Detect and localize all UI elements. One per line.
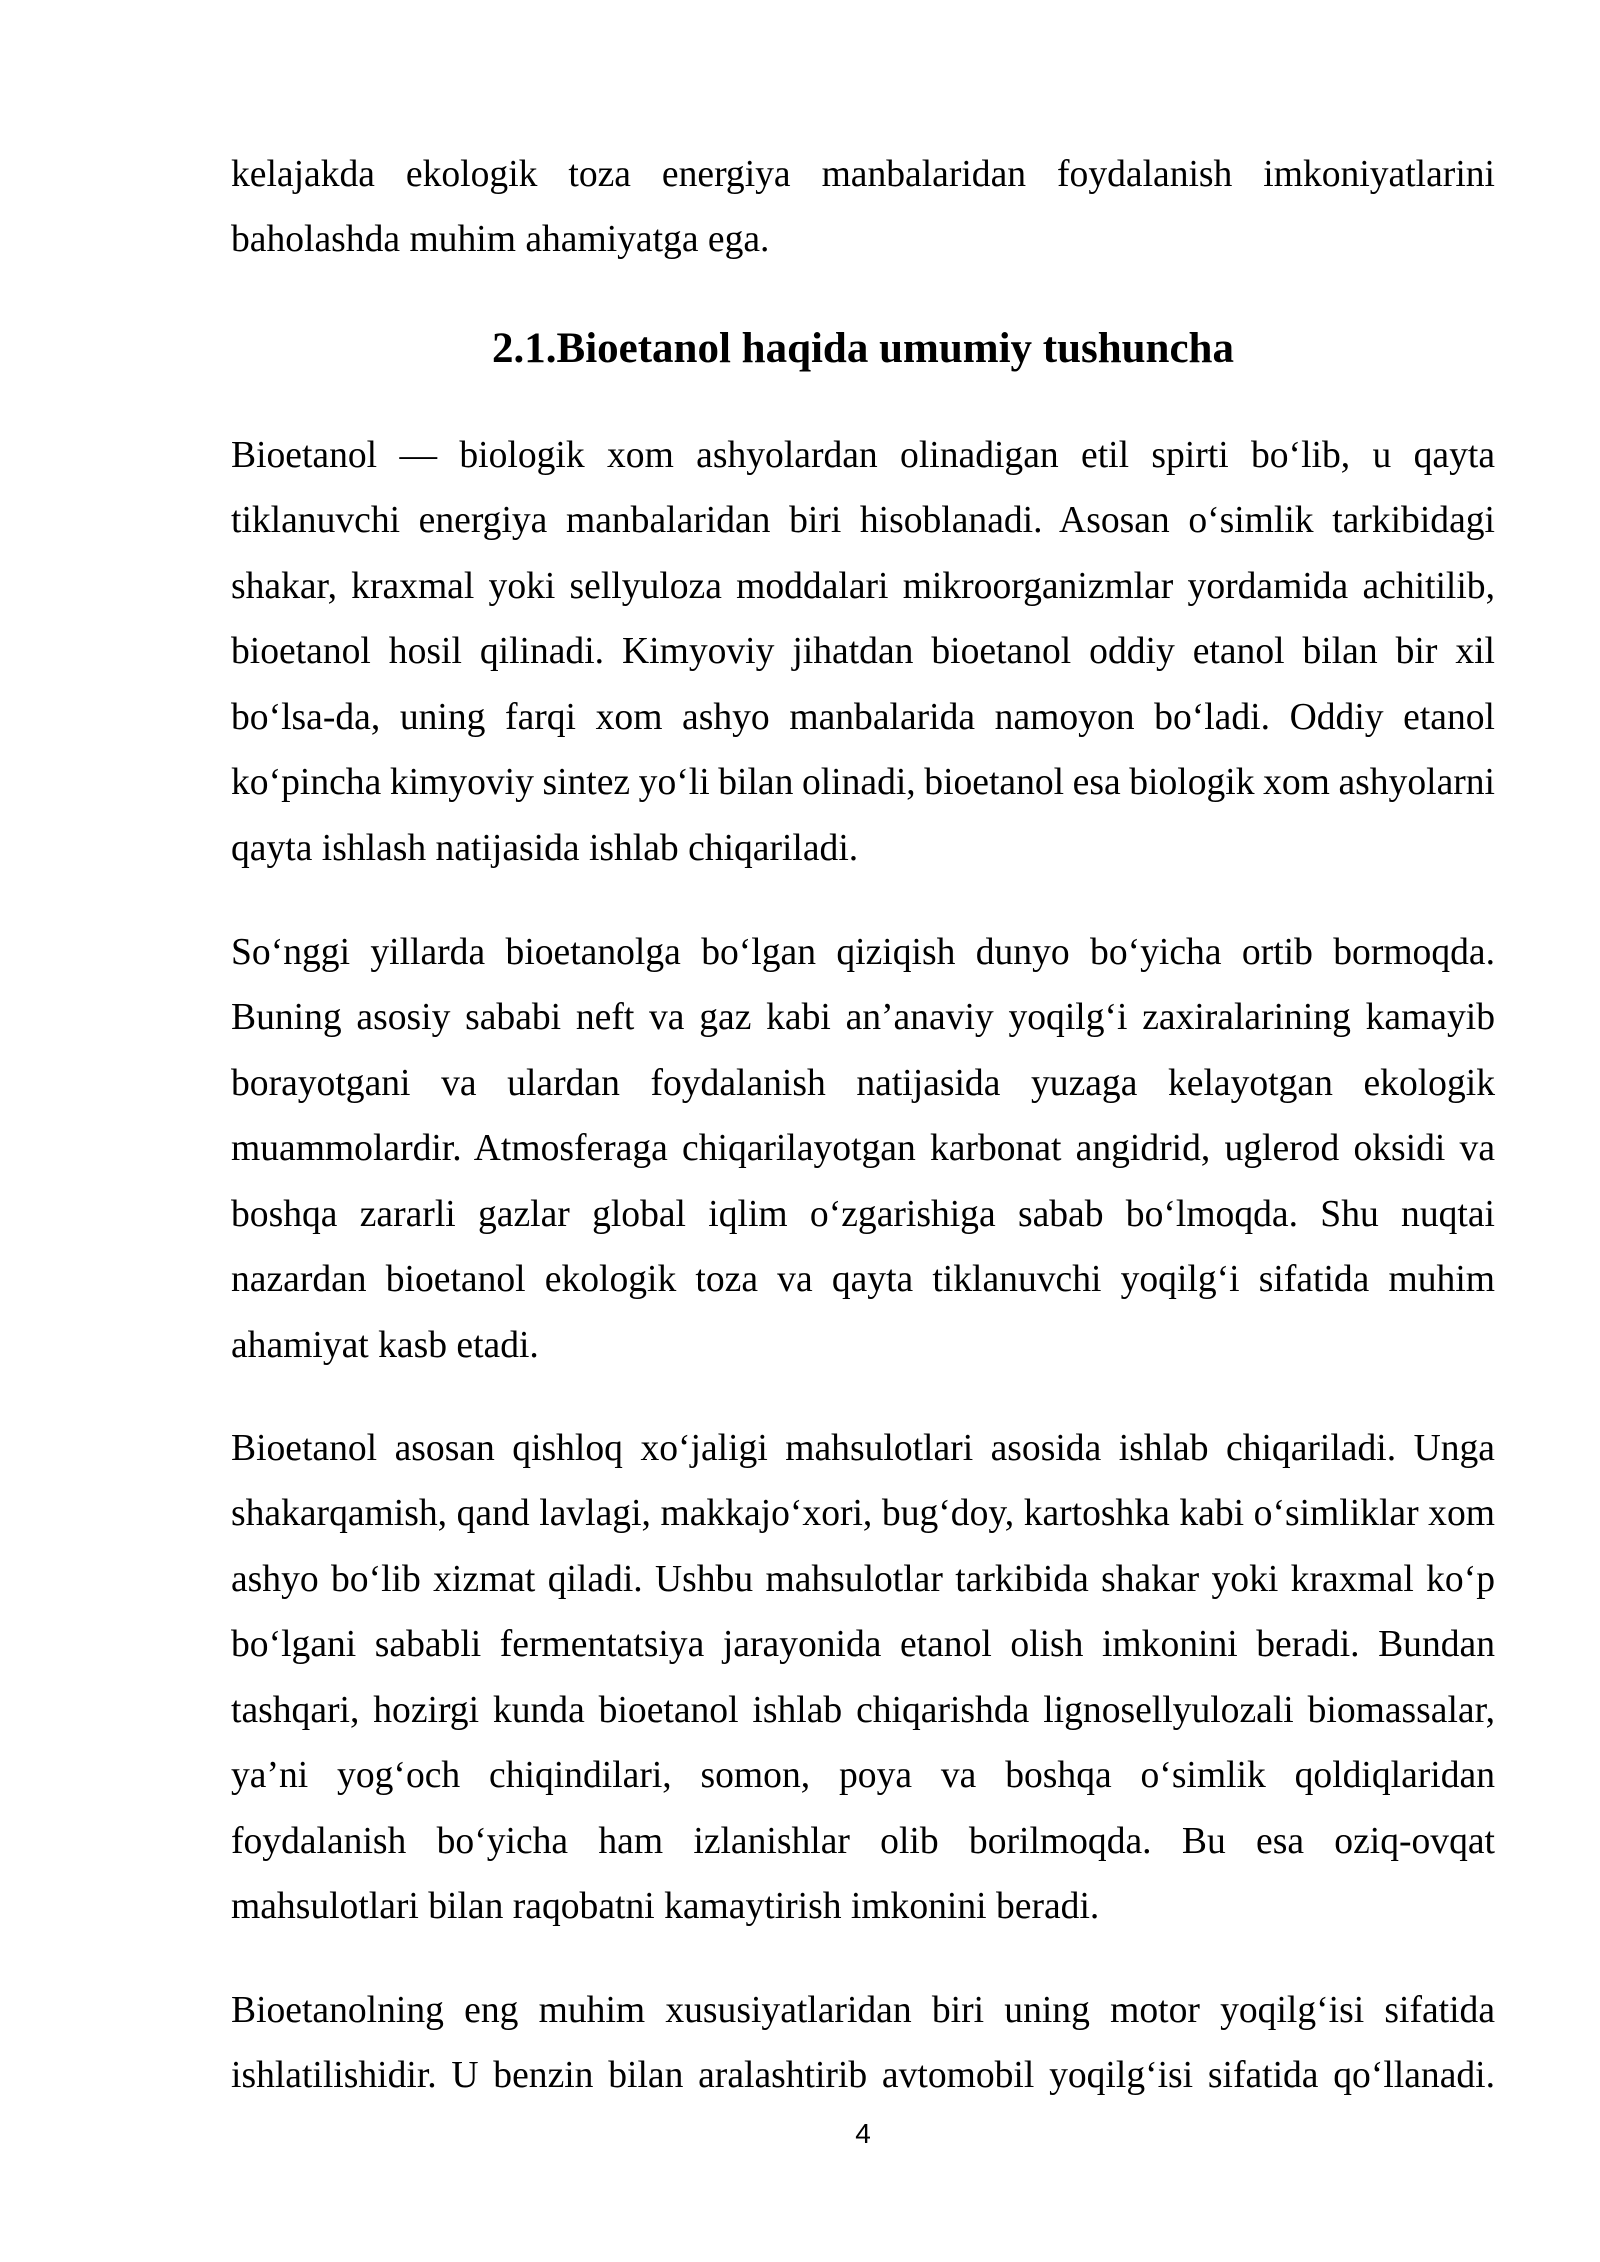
text-line: ko‘pincha kimyoviy sintez yo‘li bilan olinadi, bioetanol esa biologik xom ashyolarni [231,762,1495,804]
text-line: ahamiyat kasb etadi. [231,1324,539,1366]
text-line: shakarqamish, qand lavlagi, makkajo‘xori, bug‘doy, kartoshka kabi o‘simliklar xom [231,1493,1495,1535]
paragraph-continued [231,142,1495,273]
text-line: ya’ni yog‘och chiqindilari, somon, poya va boshqa o‘simlik qoldiqlaridan [231,1755,1495,1797]
text-line: muammolardir. Atmosferaga chiqarilayotgan karbonat angidrid, uglerod oksidi va [231,1128,1495,1170]
text-line: Bioetanol — biologik xom ashyolardan olinadigan etil spirti bo‘lib, u qayta [231,435,1495,476]
section-heading: 2.1.Bioetanol haqida umumiy tushuncha [492,325,1234,372]
text-line: mahsulotlari bilan raqobatni kamaytirish imkonini beradi. [231,1886,1100,1928]
text-line: shakar, kraxmal yoki sellyuloza moddalari mikroorganizmlar yordamida achitilib, [231,565,1495,607]
text-line: So‘nggi yillarda bioetanolga bo‘lgan qiziqish dunyo bo‘yicha ortib bormoqda. [231,932,1495,973]
paragraph-1 [231,423,1495,881]
paragraph-3 [231,1416,1495,1940]
page-number: 4 [855,2118,871,2149]
text-line: boshqa zararli gazlar global iqlim o‘zgarishiga sabab bo‘lmoqda. Shu nuqtai [231,1193,1495,1235]
text-line: qayta ishlash natijasida ishlab chiqariladi. [231,827,859,869]
text-line: bioetanol hosil qilinadi. Kimyoviy jihatdan bioetanol oddiy etanol bilan bir xil [231,631,1495,673]
text-line: Buning asosiy sababi neft va gaz kabi an’anaviy yoqilg‘i zaxiralarining kamayib [231,997,1495,1039]
text-line: tashqari, hozirgi kunda bioetanol ishlab chiqarishda lignosellyulozali biomassalar, [231,1689,1495,1731]
text-line: bo‘lsa-da, uning farqi xom ashyo manbalarida namoyon bo‘ladi. Oddiy etanol [231,696,1495,738]
text-line: borayotgani va ulardan foydalanish natijasida yuzaga kelayotgan ekologik [231,1062,1495,1104]
paragraph-2 [231,920,1495,1378]
text-line: kelajakda ekologik toza energiya manbalaridan foydalanish imkoniyatlarini [231,154,1495,195]
text-line: ashyo bo‘lib xizmat qiladi. Ushbu mahsulotlar tarkibida shakar yoki kraxmal ko‘p [231,1558,1495,1600]
text-line: foydalanish bo‘yicha ham izlanishlar olib borilmoqda. Bu esa oziq-ovqat [231,1820,1495,1862]
text-line: tiklanuvchi energiya manbalaridan biri hisoblanadi. Asosan o‘simlik tarkibidagi [231,500,1495,542]
text-line: nazardan bioetanol ekologik toza va qayta tiklanuvchi yoqilg‘i sifatida muhim [231,1259,1495,1301]
text-line: baholashda muhim ahamiyatga ega. [231,219,770,261]
text-line: Bioetanolning eng muhim xususiyatlaridan biri uning motor yoqilg‘isi sifatida [231,1990,1495,2031]
text-line: Bioetanol asosan qishloq xo‘jaligi mahsulotlari asosida ishlab chiqariladi. Unga [231,1428,1495,1469]
text-line: ishlatilishidir. U benzin bilan aralashtirib avtomobil yoqilg‘isi sifatida qo‘llanadi. [231,2055,1495,2097]
paragraph-4 [231,1978,1495,2109]
text-line: bo‘lgani sababli fermentatsiya jarayonida etanol olish imkonini beradi. Bundan [231,1624,1495,1666]
